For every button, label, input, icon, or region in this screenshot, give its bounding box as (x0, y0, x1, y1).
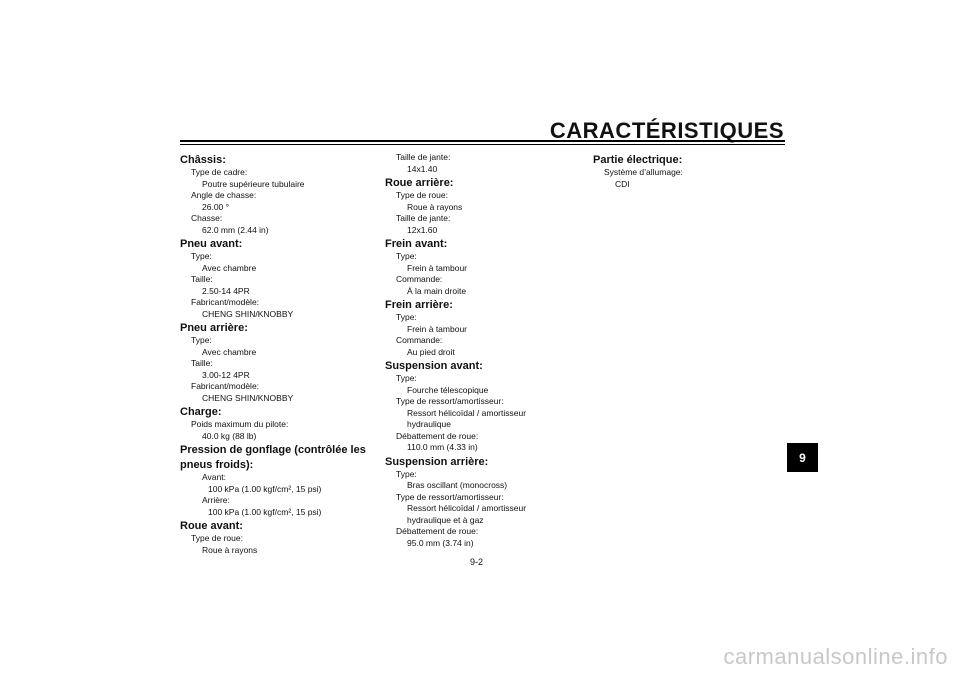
spec-value: 3.00-12 4PR (202, 369, 250, 380)
spec-label: Poids maximum du pilote: (191, 419, 289, 429)
spec-value: Roue à rayons (202, 544, 258, 555)
spec-label: Type: (396, 251, 417, 261)
spec-value: 110.0 mm (4.33 in) (407, 442, 478, 452)
spec-value: CHENG SHIN/KNOBBY (202, 392, 294, 403)
spec-value: hydraulique (407, 419, 451, 429)
spec-value: CDI (615, 178, 630, 189)
section-heading: Suspension arrière: (385, 455, 489, 468)
spec-label: Type: (396, 468, 417, 479)
spec-value: Au pied droit (407, 346, 455, 357)
spec-label: Type de roue: (191, 533, 243, 543)
spec-value: CHENG SHIN/KNOBBY (202, 308, 294, 319)
spec-value: 2.50-14 4PR (202, 285, 250, 296)
spec-label: Chasse: (191, 213, 223, 223)
spec-value: Avec chambre (202, 346, 257, 357)
spec-value: Frein à tambour (407, 323, 467, 334)
spec-value: 95.0 mm (3.74 in) (407, 537, 474, 548)
spec-value: 100 kPa (1.00 kgf/cm², 15 psi) (208, 483, 322, 494)
spec-value: Ressort hélicoïdal / amortisseur (407, 503, 527, 513)
spec-label: Taille: (191, 274, 213, 284)
spec-label: Type de ressort/amortisseur: (396, 491, 504, 502)
spec-value: Frein à tambour (407, 262, 467, 273)
section-heading: Roue arrière: (385, 177, 454, 189)
section-heading: Partie électrique: (593, 154, 683, 166)
section-heading: Frein arrière: (385, 299, 453, 311)
header-rule (180, 140, 785, 145)
spec-column-3 (593, 152, 793, 190)
spec-column-2 (385, 152, 585, 549)
spec-label: Type: (191, 251, 212, 261)
spec-value: Roue à rayons (407, 201, 463, 212)
spec-label: Commande: (396, 335, 443, 345)
section-heading: Pression de gonflage (contrôlée les (180, 444, 366, 456)
spec-label: Système d’allumage: (604, 167, 683, 177)
page-number: 9-2 (470, 557, 484, 567)
section-heading: Frein avant: (385, 238, 448, 250)
spec-label: Type de ressort/amortisseur: (396, 396, 504, 406)
page-title: CARACTÉRISTIQUES (549, 118, 784, 143)
spec-label: Débattement de roue: (396, 526, 479, 536)
spec-label: Taille: (191, 358, 213, 368)
spec-value: Avec chambre (202, 262, 257, 273)
spec-label: Taille de jante: (396, 213, 451, 223)
spec-value: 100 kPa (1.00 kgf/cm², 15 psi) (208, 506, 322, 517)
spec-label: Type de cadre: (191, 167, 248, 177)
spec-value: Ressort hélicoïdal / amortisseur (407, 407, 527, 418)
spec-label: Type: (396, 373, 417, 383)
spec-label: Débattement de roue: (396, 430, 479, 441)
section-heading: pneus froids): (180, 459, 254, 471)
spec-value: hydraulique et à gaz (407, 514, 484, 525)
section-heading: Charge: (180, 406, 222, 418)
spec-label: Arrière: (202, 495, 230, 505)
chapter-tab: 9 (787, 443, 818, 472)
spec-value: 12x1.60 (407, 224, 438, 235)
spec-value: Poutre supérieure tubulaire (202, 178, 305, 189)
section-heading: Pneu avant: (180, 238, 243, 250)
spec-label: Taille de jante: (396, 152, 451, 162)
section-heading: Châssis: (180, 154, 226, 166)
section-heading: Suspension avant: (385, 360, 483, 372)
section-heading: Pneu arrière: (180, 322, 248, 334)
spec-label: Angle de chasse: (191, 190, 257, 200)
spec-label: Type: (191, 335, 212, 345)
spec-label: Type de roue: (396, 190, 448, 200)
spec-value: 40.0 kg (88 lb) (202, 430, 257, 441)
spec-column-1 (180, 152, 380, 556)
spec-value: 14x1.40 (407, 163, 438, 174)
spec-label: Fabricant/modèle: (191, 381, 260, 391)
spec-label: Fabricant/modèle: (191, 297, 260, 307)
spec-value: À la main droite (407, 285, 467, 296)
spec-value: 26.00 ° (202, 201, 230, 212)
spec-value: Bras oscillant (monocross) (407, 480, 508, 490)
watermark: carmanualsonline.info (723, 644, 948, 669)
spec-label: Commande: (396, 274, 443, 284)
section-heading: Roue avant: (180, 520, 243, 532)
spec-label: Avant: (202, 472, 226, 482)
spec-label: Type: (396, 312, 417, 322)
spec-value: Fourche télescopique (407, 384, 489, 395)
spec-value: 62.0 mm (2.44 in) (202, 224, 269, 235)
